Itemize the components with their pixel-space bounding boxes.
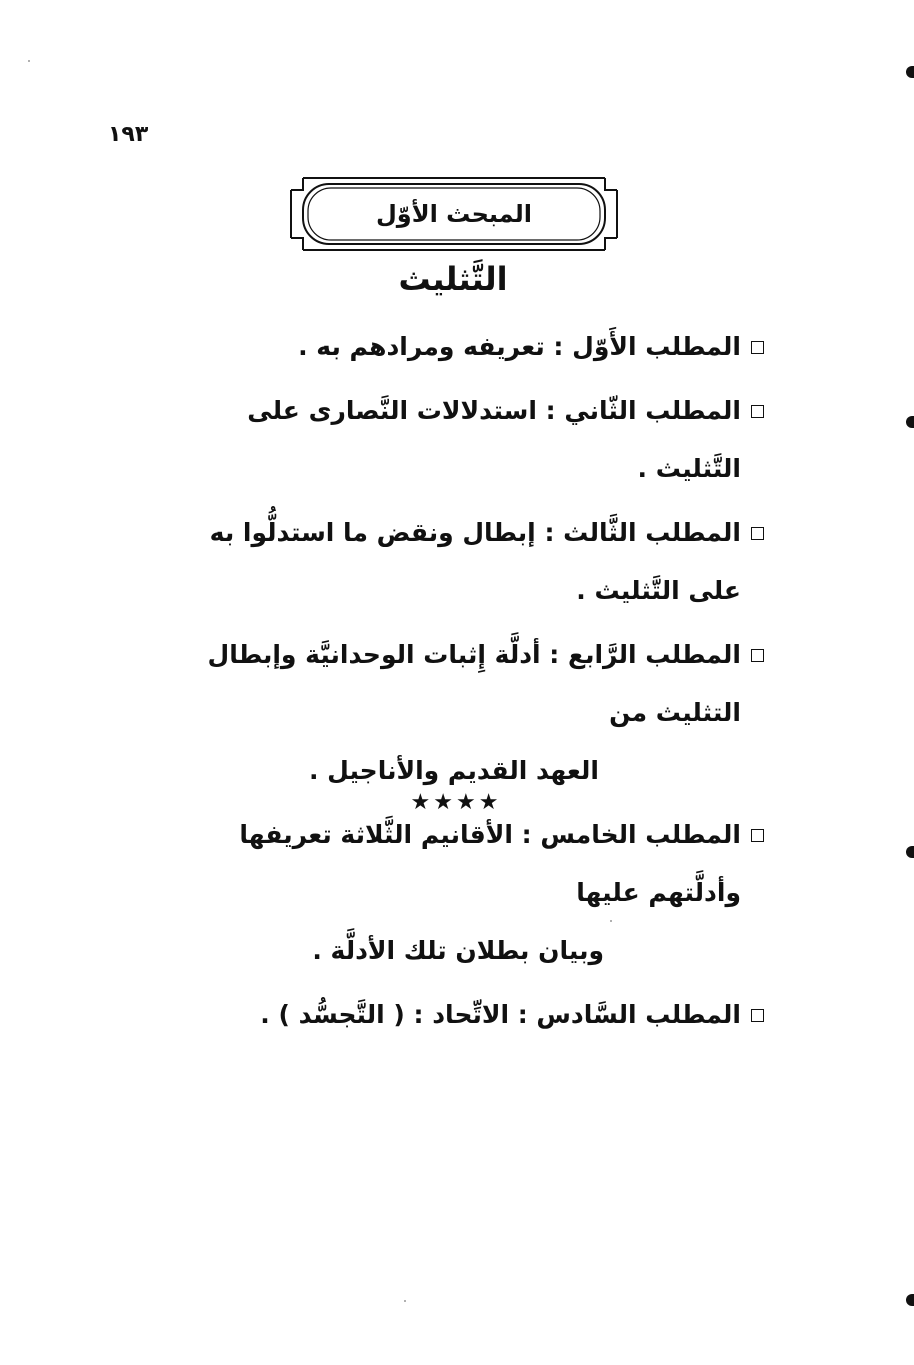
list-item-continuation: وبيان بطلان تلك الأدلَّة . bbox=[312, 936, 604, 965]
scan-speck bbox=[610, 920, 612, 922]
list-item bbox=[164, 626, 764, 800]
scan-speck bbox=[28, 60, 30, 62]
scan-edge-mark bbox=[906, 846, 914, 858]
square-bullet-icon bbox=[751, 649, 764, 662]
list-item-label: المطلب الرَّابع : أدلَّة إِثبات الوحدانيَّة وإبطال التثليث من bbox=[207, 640, 741, 727]
list-item bbox=[164, 382, 764, 498]
scan-edge-mark bbox=[906, 416, 914, 428]
list-item bbox=[164, 504, 764, 620]
square-bullet-icon bbox=[751, 829, 764, 842]
list-item bbox=[164, 318, 764, 376]
square-bullet-icon bbox=[751, 341, 764, 354]
subsection-list bbox=[164, 318, 764, 1050]
list-item-continuation: العهد القديم والأناجيل . bbox=[308, 756, 599, 785]
section-heading-frame bbox=[289, 176, 619, 252]
list-item-label: المطلب السَّادس : الاتِّحاد : ( التَّجسُّد ) . bbox=[260, 1000, 741, 1029]
scan-edge-mark bbox=[906, 1294, 914, 1306]
scan-speck bbox=[404, 1300, 406, 1302]
square-bullet-icon bbox=[751, 1009, 764, 1022]
square-bullet-icon bbox=[751, 405, 764, 418]
section-heading: المبحث الأوّل bbox=[375, 200, 533, 228]
list-item bbox=[164, 806, 764, 980]
end-of-section-stars: ★★★★ bbox=[410, 790, 502, 815]
list-item-label: المطلب الثَّالث : إبطال ونقض ما استدلُّوا به على التَّثليث . bbox=[209, 518, 741, 605]
chapter-title: التَّثليث bbox=[398, 260, 508, 298]
square-bullet-icon bbox=[751, 527, 764, 540]
list-item-label: المطلب الثّاني : استدلالات النَّصارى على التَّثليث . bbox=[247, 396, 741, 483]
list-item-label: المطلب الأَوّل : تعريفه ومرادهم به . bbox=[298, 332, 741, 361]
list-item-label: المطلب الخامس : الأقانيم الثَّلاثة تعريفها وأدلَّتهم عليها bbox=[239, 820, 741, 907]
list-item bbox=[164, 986, 764, 1044]
page-number: ١٩٣ bbox=[108, 122, 149, 147]
scan-edge-mark bbox=[906, 66, 914, 78]
